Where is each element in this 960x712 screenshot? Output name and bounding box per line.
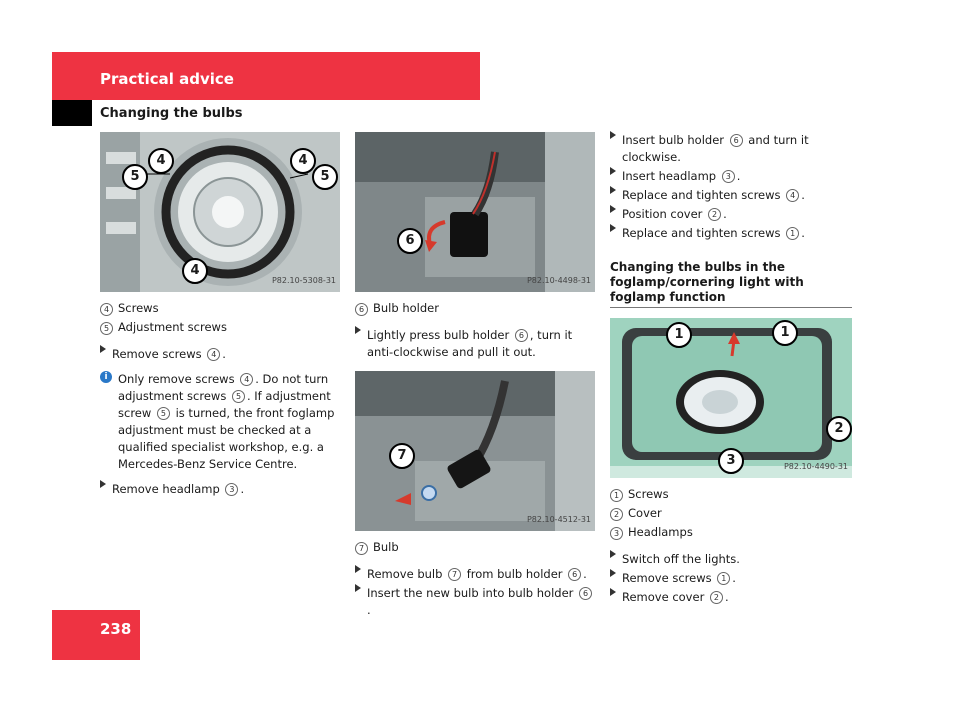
step-arrow-icon xyxy=(355,565,361,573)
legend-item: 7 Bulb xyxy=(355,539,595,556)
step-press-bulb-holder: Lightly press bulb holder 6 , turn it anti-clockwise and pull it out. xyxy=(355,327,595,361)
legend-item xyxy=(100,300,340,317)
header-black-tab xyxy=(52,100,92,126)
callout-5a: 5 xyxy=(122,164,148,190)
callout-4c: 4 xyxy=(182,258,208,284)
callout-5b: 5 xyxy=(312,164,338,190)
callout-1a: 1 xyxy=(666,322,692,348)
section-title: Practical advice xyxy=(100,70,234,88)
step-position-cover: Position cover 2 . xyxy=(610,206,852,223)
legend-number: 5 xyxy=(100,322,113,335)
callout-2: 2 xyxy=(826,416,852,442)
image-code: P82.10-4512-31 xyxy=(526,515,591,524)
step-replace-screws-1: Replace and tighten screws 1 . xyxy=(610,225,852,242)
foglamp-subheading: Changing the bulbs in the foglamp/cornering light with foglamp function xyxy=(610,260,852,308)
callout-7: 7 xyxy=(389,443,415,469)
step-switch-off-lights: Switch off the lights. xyxy=(610,551,852,568)
legend-item: 6 Bulb holder xyxy=(355,300,595,317)
bulb-image xyxy=(355,371,595,531)
image-code: P82.10-4498-31 xyxy=(526,276,591,285)
column-3 xyxy=(610,132,852,608)
step-arrow-icon xyxy=(355,326,361,334)
step-arrow-icon xyxy=(610,186,616,194)
callout-1b: 1 xyxy=(772,320,798,346)
callout-4a: 4 xyxy=(148,148,174,174)
step-insert-bulb: Insert the new bulb into bulb holder 6. xyxy=(355,585,595,619)
step-insert-headlamp: Insert headlamp 3 . xyxy=(610,168,852,185)
step-arrow-icon xyxy=(355,584,361,592)
step-insert-bulb-holder: Insert bulb holder 6 and turn it clockwise. xyxy=(610,132,852,166)
step-arrow-icon xyxy=(100,480,106,488)
step-arrow-icon xyxy=(100,345,106,353)
legend-item xyxy=(100,319,340,336)
step-arrow-icon xyxy=(610,167,616,175)
step-remove-cover: Remove cover 2 . xyxy=(610,589,852,606)
legend-item: 2 Cover xyxy=(610,505,852,522)
foglamp-image xyxy=(610,318,852,478)
step-arrow-icon xyxy=(610,205,616,213)
headlamp-image xyxy=(100,132,340,292)
step-arrow-icon xyxy=(610,550,616,558)
legend-item: 1 Screws xyxy=(610,486,852,503)
step-remove-screws-1: Remove screws 1 . xyxy=(610,570,852,587)
column-1 xyxy=(100,132,340,506)
step-remove-headlamp: Remove headlamp 3 . xyxy=(100,481,340,498)
info-note: i Only remove screws 4 . Do not turn adjustment screws 5 . If adjustment screw 5 is turned, the front foglamp adjustment must be checked at a qualified specialist workshop, e.g. a Mercedes-Benz Service Centre. xyxy=(100,371,340,473)
page-number: 238 xyxy=(100,620,132,638)
image-code: P82.10-4490-31 xyxy=(783,462,848,471)
column-2 xyxy=(355,132,595,627)
legend-item: 3 Headlamps xyxy=(610,524,852,541)
step-arrow-icon xyxy=(610,131,616,139)
step-arrow-icon xyxy=(610,569,616,577)
legend-text: Adjustment screws xyxy=(118,320,227,334)
step-remove-bulb: Remove bulb 7 from bulb holder 6 . xyxy=(355,566,595,583)
legend-number: 4 xyxy=(100,303,113,316)
bulb-holder-illustration xyxy=(355,132,595,292)
step-arrow-icon xyxy=(610,588,616,596)
callout-6: 6 xyxy=(397,228,423,254)
callout-4b: 4 xyxy=(290,148,316,174)
image-code: P82.10-5308-31 xyxy=(271,276,336,285)
step-remove-screws: Remove screws 4 . xyxy=(100,346,340,363)
step-replace-screws-4: Replace and tighten screws 4 . xyxy=(610,187,852,204)
bulb-holder-image xyxy=(355,132,595,292)
page-subtitle: Changing the bulbs xyxy=(100,106,243,121)
callout-3: 3 xyxy=(718,448,744,474)
info-icon: i xyxy=(100,371,112,383)
legend-text: Screws xyxy=(118,301,159,315)
step-arrow-icon xyxy=(610,224,616,232)
